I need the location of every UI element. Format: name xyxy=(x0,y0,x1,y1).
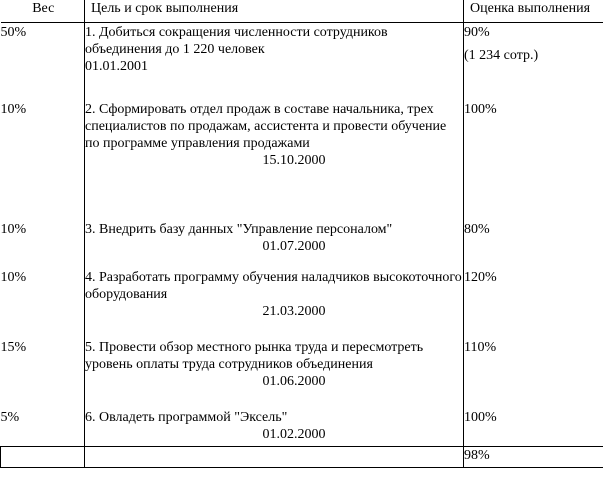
row-score-cell xyxy=(464,221,603,269)
goal-deadline: 01.06.2000 xyxy=(262,374,326,389)
goal-text: 4. Разработать программу обучения наладчиков высокоточного оборудования xyxy=(85,270,462,302)
score-value: 80% xyxy=(464,222,490,237)
row-score-cell xyxy=(464,23,603,102)
table-header-row xyxy=(1,0,603,23)
goal-text: 3. Внедрить базу данных "Управление персоналом" xyxy=(85,222,393,237)
row-goal-cell xyxy=(85,339,464,409)
row-score-cell xyxy=(464,409,603,447)
table-row xyxy=(1,339,603,409)
row-goal-cell xyxy=(85,409,464,447)
table-row xyxy=(1,23,603,102)
total-score: 98% xyxy=(464,447,603,468)
table-row xyxy=(1,101,603,221)
row-score-cell xyxy=(464,269,603,339)
goal-deadline: 01.02.2000 xyxy=(262,427,326,442)
row-goal-cell xyxy=(85,221,464,269)
row-weight: 15% xyxy=(1,339,85,409)
goal-text: 6. Овладеть программой "Эксель" xyxy=(85,410,288,425)
header-score: Оценка выполнения xyxy=(464,0,603,23)
row-weight: 10% xyxy=(1,101,85,221)
table-row xyxy=(1,269,603,339)
score-value: 110% xyxy=(464,340,497,355)
goal-deadline: 01.07.2000 xyxy=(262,239,326,254)
goal-deadline: 15.10.2000 xyxy=(262,153,326,168)
header-weight: Вес xyxy=(1,0,85,23)
row-weight: 10% xyxy=(1,269,85,339)
goal-text: 2. Сформировать отдел продаж в составе начальника, трех специалистов по продажам, ассистента и провести обучение по программе управления продажами xyxy=(85,102,447,151)
row-score-cell xyxy=(464,101,603,221)
goal-text: 5. Провести обзор местного рынка труда и пересмотреть уровень оплаты труда сотрудников объединения xyxy=(85,340,424,372)
goal-deadline: 01.01.2001 xyxy=(85,59,148,74)
row-goal-cell xyxy=(85,269,464,339)
row-score-cell xyxy=(464,339,603,409)
table-row xyxy=(1,409,603,447)
row-goal-cell xyxy=(85,101,464,221)
score-note: (1 234 сотр.) xyxy=(464,48,539,63)
row-weight: 50% xyxy=(1,23,85,102)
score-value: 120% xyxy=(464,270,497,285)
total-goal-cell xyxy=(85,447,464,468)
total-row xyxy=(1,447,603,468)
score-value: 100% xyxy=(464,102,497,117)
table-row xyxy=(1,221,603,269)
header-goal: Цель и срок выполнения xyxy=(85,0,464,23)
score-value: 90% xyxy=(464,25,490,40)
goal-text: 1. Добиться сокращения численности сотрудников объединения до 1 220 человек xyxy=(85,25,388,57)
row-weight: 5% xyxy=(1,409,85,447)
row-weight: 10% xyxy=(1,221,85,269)
total-weight-cell xyxy=(1,447,85,468)
score-value: 100% xyxy=(464,410,497,425)
row-goal-cell xyxy=(85,23,464,102)
goal-deadline: 21.03.2000 xyxy=(262,304,326,319)
